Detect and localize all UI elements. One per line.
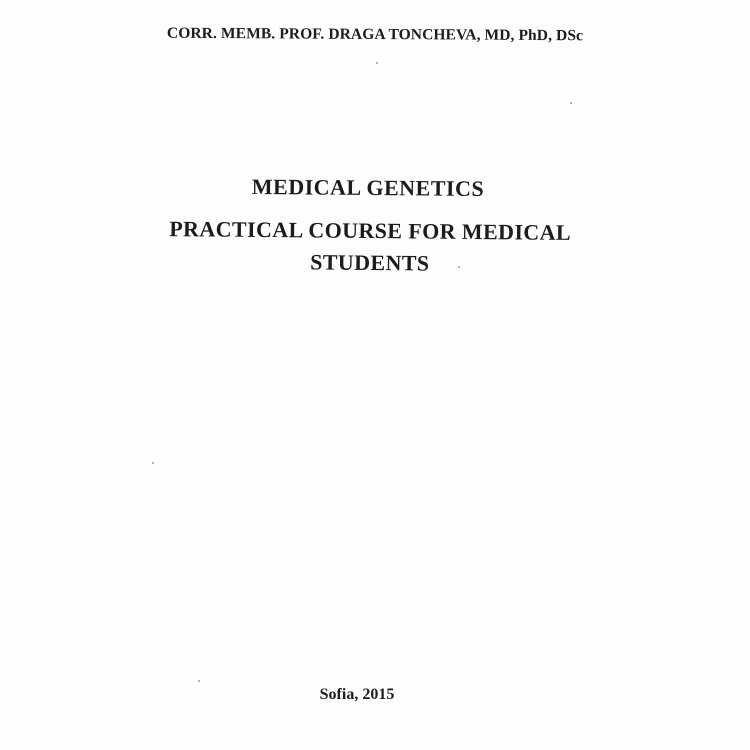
scan-speck bbox=[152, 462, 154, 464]
scan-speck bbox=[458, 266, 460, 268]
publication-place-year: Sofia, 2015 bbox=[319, 686, 395, 703]
scan-speck bbox=[376, 62, 378, 64]
scan-speck bbox=[198, 680, 200, 682]
book-subtitle: PRACTICAL COURSE FOR MEDICAL STUDENTS bbox=[169, 216, 572, 276]
scan-speck bbox=[570, 102, 572, 104]
author-line: CORR. MEMB. PROF. DRAGA TONCHEVA, MD, PhD, DSc bbox=[166, 24, 584, 45]
book-title: MEDICAL GENETICS bbox=[251, 173, 485, 202]
